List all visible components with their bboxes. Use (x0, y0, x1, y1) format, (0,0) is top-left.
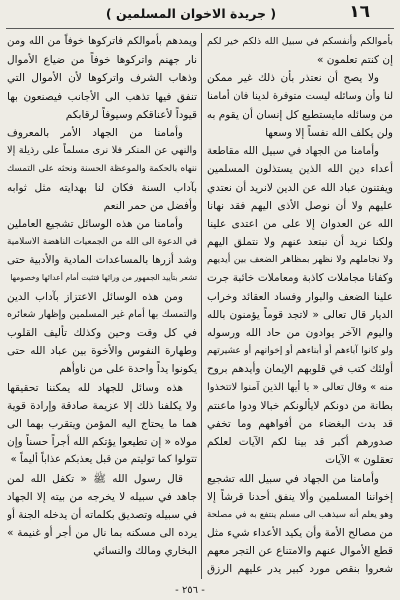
text-line: عليهم ولا أن نوصل الأذى اليهم فقد نهانا (207, 199, 393, 212)
text-line: وهو يعلم أنه سيذهب الى مسلم ينتفع به في مصلحة (207, 509, 393, 520)
text-line: في سبيله وتصديق بكلماته أن يدخله الجنة أو (7, 508, 197, 521)
text-line: في كل وقت وحين وكذلك تأليف القلوب (7, 327, 197, 339)
text-line: في الدعوة الى الله من الجمعيات الناهضة الاسلامية (7, 237, 197, 248)
text-line: تعقلون » الآيات (325, 454, 393, 467)
text-line: ولكنا نريد أن نبتعد عنهم ولا نتملق اليهم (207, 236, 393, 249)
text-line: وأمامنا من الجهاد في سبيل الله مقاطعة (207, 145, 379, 158)
text-line: إن كنتم تعلمون » (316, 54, 393, 67)
paragraph (7, 215, 197, 288)
paragraph (207, 470, 393, 579)
text-line: ويفتنون عباد الله عن الدين لانريد أن نعتدي (207, 181, 393, 194)
text-line: بأموالكم وأنفسكم في سبيل الله ذلكم خير لكم (207, 36, 393, 47)
paragraph (7, 288, 197, 379)
text-line: نار جهنم واتركوها خوفاً من ضياع الأموال (7, 54, 197, 67)
text-line: الديار قال تعالى « لاتجد قوماً يؤمنون بالله (207, 308, 393, 321)
footer-page-number: - ٢٥٦ - (175, 585, 205, 596)
text-line: صدورهم أكبر قد بينا لكم الآيات لعلكم (207, 436, 393, 449)
text-line: إخواننا المسلمين وألا ينفق أحدنا قرشاً إلا (207, 490, 393, 503)
text-line: وأفضل من حمر النعم (103, 199, 197, 212)
text-line: تنفق فيها تذهب الى الأجانب فيصنعون بها (7, 90, 197, 103)
newspaper-title: ( جريدة الاخوان المسلمين ) (105, 6, 277, 21)
column-divider (201, 33, 202, 579)
page-number: ١٦ (349, 2, 370, 22)
text-line: أولئك كتب في قلوبهم الإيمان وأيدهم بروح (207, 363, 393, 376)
text-line: ومن هذه الوسائل الاعتزاز بآداب الدين (7, 290, 183, 303)
text-line: ولو كانوا آباءهم أو أبناءهم أو إخوانهم أو عشيرتهم (207, 346, 393, 357)
text-line: ولا نجاملهم ولا نظهر بمظاهر الضعف بين أيديهم (207, 254, 393, 266)
paragraph (7, 470, 197, 561)
text-line: وذهاب الشرف واتركوها لأن الأموال التي (7, 72, 197, 85)
text-line: بآداب السنة فكان لنا بهدايته مثل ثوابه (7, 181, 197, 194)
paragraph (7, 33, 197, 124)
column-left (7, 33, 197, 581)
text-line: والنهي عن المنكر فلا نرى مسلماً على رذيلة إلا (7, 145, 197, 157)
paragraph (207, 142, 393, 469)
text-line: قال رسول الله ﷺ « تكفل الله لمن (7, 472, 183, 485)
text-line: البخاري ومالك والنسائي (93, 545, 197, 558)
text-line: جاهد في سبيله لا يخرجه من بيته إلا الجهاد (7, 490, 197, 503)
text-line: قيوداً لأعناقكم وسيوفاً لرقابكم (65, 108, 197, 121)
paragraph (7, 379, 197, 470)
text-line: يرده الى مسكنه بما نال من أجر أو غنيمة » (7, 527, 197, 540)
text-line: وشد أزرها بالمساعدات المادية والأدبية حتى (7, 254, 197, 267)
text-line: وأمامنا من الجهاد في سبيل الله تشجيع (207, 472, 379, 485)
text-line: ولا يصح أن نعتذر بأن ذلك غير ممكن (207, 72, 379, 85)
text-line: تشعر بتأييد الجمهور من ورائها فتثبت أمام أعدائها وخصومها (10, 273, 197, 283)
text-line: واليوم الآخر يوادون من حاد الله ورسوله (207, 327, 393, 339)
paragraph (207, 33, 393, 69)
text-line: هما ما يحتاج اليه المؤمن ويتقرب بهما الى (7, 417, 197, 430)
text-line: الله عن العدوان إلا على من اعتدى علينا (207, 217, 393, 230)
text-line: بطانة من دونكم لايألونكم خبالا ودوا ماعنتم (207, 399, 393, 412)
text-line: من مصالح الأمة وأن يكيد الأعداء شيء مثل (207, 527, 393, 540)
text-line: لنا وأن وسائله ليست متوفرة لدينا فان أمامنا (207, 90, 393, 102)
text-line: وكفانا مجاملات كاذبة ومعاملات خائبة جرت (207, 272, 393, 285)
text-line: من وسائله مايستطيع كل إنسان أن يقوم به (207, 108, 393, 121)
text-line: والتمسك بها أمام غير المسلمين وإظهار شعائره (7, 308, 197, 320)
text-line: ولا يكلفنا ذلك إلا عزيمة صادقة وإرادة قوية (7, 399, 197, 412)
column-right (207, 33, 393, 581)
text-line: قطع الأموال عنهم والامتناع عن التجر معهم (207, 545, 393, 558)
text-line: ننهاه بالحكمة والموعظة الحسنة ونحثه على التمسك (7, 164, 197, 175)
text-line: ويمدهم بأموالكم فاتركوها خوفاً من الله ومن (7, 36, 197, 47)
text-line: وأمامنا من الجهاد الأمر بالمعروف (7, 126, 183, 139)
text-line: تتولوا كما توليتم من قبل يعذبكم عذاباً أليماً » (10, 454, 197, 466)
text-line: وأمامنا من هذه الوسائل تشجيع العاملين (7, 217, 183, 230)
text-line: هذه وسائل للجهاد لله يمكننا تحقيقها (7, 381, 183, 394)
paragraph (7, 124, 197, 215)
text-line: علينا الضعف والبوار وفساد العقائد وخراب (207, 290, 393, 303)
text-line: مولاه « إن تطيعوا يؤتكم الله أجراً حسناً وإن (7, 436, 197, 449)
text-line: يكونوا يداً واحدة على من ناوأهم (59, 363, 197, 376)
text-line: وطهارة النفوس والأخوة بين عباد الله حتى (7, 345, 197, 358)
text-line: منه » وقال تعالى « يا أيها الذين آمنوا لاتتخذوا (207, 381, 393, 393)
text-line: شعروا بنقص مورد كبير يدر عليهم الرزق (207, 563, 393, 576)
text-line: أعداء دين الله الذين يستذلون المسلمين (207, 163, 393, 176)
text-line: قد بدت البغضاء من أفواههم وما تخفي (207, 417, 393, 430)
header-rule (6, 28, 394, 29)
paragraph (207, 69, 393, 142)
text-line: ولن يكلف الله نفساً إلا وسعها (265, 126, 393, 139)
